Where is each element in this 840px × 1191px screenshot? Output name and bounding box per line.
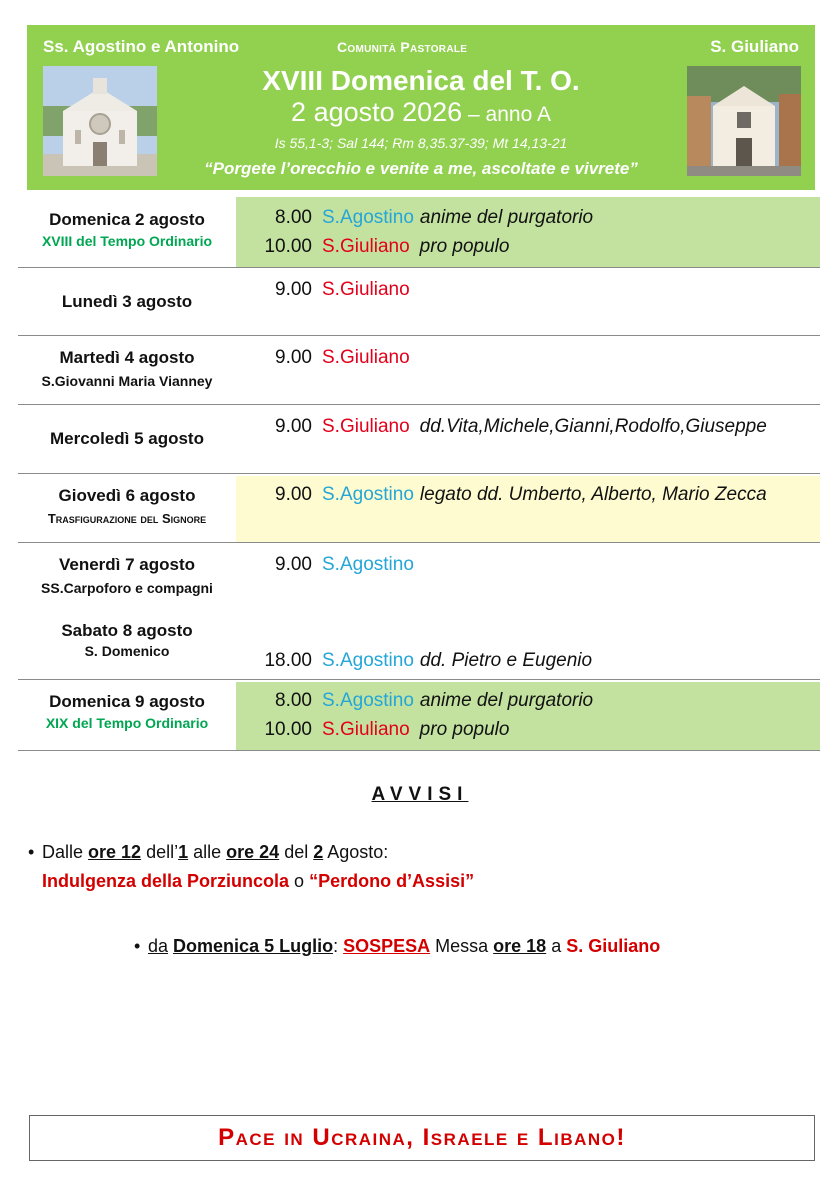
day-cell [18,210,236,249]
schedule-row [18,336,820,405]
liturgical-year: – anno A [462,103,551,126]
mass-church: S.Giuliano [322,279,410,300]
mass-list [236,197,820,267]
day-name: Venerdì 7 agosto [58,555,196,574]
avviso-text: a [546,936,567,956]
avviso-text: Messa [430,936,494,956]
mass-time: 18.00 [264,650,312,671]
mass-church: S.Agostino [322,690,414,711]
day-cell [18,555,236,596]
avviso-text: o [289,871,310,891]
avviso-highlight: Indulgenza della Porziuncola [42,871,290,891]
mass-time: 10.00 [264,719,312,740]
readings: Is 55,1-3; Sal 144; Rm 8,35.37-39; Mt 14,13-21 [274,135,568,151]
mass-intention: dd.Vita,Michele,Gianni,Rodolfo,Giuseppe [419,416,767,437]
mass-entry [236,413,767,441]
avvisi-title: AVVISI [371,784,469,805]
mass-list [236,682,820,750]
avviso-text: ore 18 [493,936,547,956]
mass-schedule [18,195,820,751]
mass-church: S.Giuliano [322,347,410,368]
header-banner [27,25,815,190]
mass-church: S.Agostino [322,484,414,505]
mass-entry [236,344,410,372]
mass-church: S.Giuliano [322,236,410,257]
mass-entry [236,551,414,579]
mass-entry [236,716,509,744]
mass-intention: anime del purgatorio [419,690,594,711]
mass-church: S.Agostino [322,554,414,575]
day-name: Domenica 9 agosto [49,692,205,711]
left-parish-name: Ss. Agostino e Antonino [43,37,240,56]
schedule-row [18,680,820,751]
community-label: Comunità Pastorale [337,39,468,55]
mass-list [236,476,820,542]
mass-list [236,336,820,404]
mass-list [236,405,820,473]
day-subtitle: XVIII del Tempo Ordinario [41,233,213,249]
day-name: Domenica 2 agosto [49,210,205,229]
mass-intention: dd. Pietro e Eugenio [419,650,593,671]
peace-banner: Pace in Ucraina, Israele e Libano! [29,1115,815,1161]
gospel-quote: “Porgete l’orecchio e venite a me, ascoltate e vivrete” [204,159,638,178]
mass-church: S.Agostino [322,207,414,228]
bullet-icon: • [134,936,141,956]
right-parish-name: S. Giuliano [710,37,799,56]
mass-entry [236,647,592,675]
avviso-text: : [333,936,344,956]
day-subtitle: S.Giovanni Maria Vianney [41,373,213,389]
avviso-text: 2 [313,842,324,862]
mass-time: 10.00 [264,236,312,257]
schedule-row [18,611,820,680]
day-name: Martedì 4 agosto [59,348,195,367]
day-subtitle: Trasfigurazione del Signore [47,511,207,526]
day-subtitle: S. Domenico [84,643,170,659]
mass-intention: pro populo [419,719,510,740]
bullet-icon: • [28,842,35,862]
schedule-row [18,543,820,611]
mass-entry [236,276,410,304]
mass-time: 9.00 [275,484,312,505]
avviso-text: ore 24 [226,842,280,862]
avviso-sospesa [134,932,660,961]
mass-time: 8.00 [275,690,312,711]
avviso-text: Agosto: [323,842,389,862]
schedule-row [18,474,820,543]
avviso-text: da [148,936,169,956]
date-text: 2 agosto 2026 [291,97,463,127]
mass-time: 8.00 [275,207,312,228]
avviso-text: Dalle [42,842,89,862]
day-name: Mercoledì 5 agosto [50,429,204,448]
day-name: Sabato 8 agosto [61,621,193,640]
avviso-text: ore 12 [88,842,142,862]
mass-church: S.Giuliano [322,416,410,437]
day-cell [18,348,236,389]
avviso-text: dell’ [141,842,179,862]
day-subtitle: SS.Carpoforo e compagni [41,580,213,596]
schedule-row [18,195,820,268]
mass-time: 9.00 [275,416,312,437]
mass-church: S.Agostino [322,650,414,671]
mass-list [236,543,820,611]
page-title: XVIII Domenica del T. O. [262,65,580,96]
avviso-highlight: S. Giuliano [566,936,661,956]
avviso-text: del [279,842,314,862]
day-cell [18,486,236,526]
schedule-row [18,268,820,336]
avviso-highlight: SOSPESA [343,936,431,956]
day-name: Giovedì 6 agosto [58,486,196,505]
day-name: Lunedì 3 agosto [61,292,193,311]
page-date [27,97,815,128]
mass-list [236,611,820,679]
mass-intention: pro populo [419,236,510,257]
day-cell [18,292,236,312]
day-cell [18,429,236,449]
avviso-text: Domenica 5 Luglio [173,936,334,956]
avviso-text: alle [188,842,227,862]
avviso-porziuncola [28,838,474,896]
mass-time: 9.00 [275,554,312,575]
mass-entry [236,233,509,261]
mass-entry [236,204,593,232]
mass-intention: anime del purgatorio [419,207,594,228]
schedule-row [18,405,820,474]
day-cell [18,692,236,731]
mass-time: 9.00 [275,279,312,300]
mass-entry [236,687,593,715]
mass-church: S.Giuliano [322,719,410,740]
mass-entry [236,481,767,509]
avviso-highlight: “Perdono d’Assisi” [309,871,475,891]
day-subtitle: XIX del Tempo Ordinario [45,715,209,731]
avviso-text: 1 [178,842,189,862]
mass-time: 9.00 [275,347,312,368]
mass-list [236,268,820,335]
day-cell [18,621,236,659]
mass-intention: legato dd. Umberto, Alberto, Mario Zecca [419,484,767,505]
